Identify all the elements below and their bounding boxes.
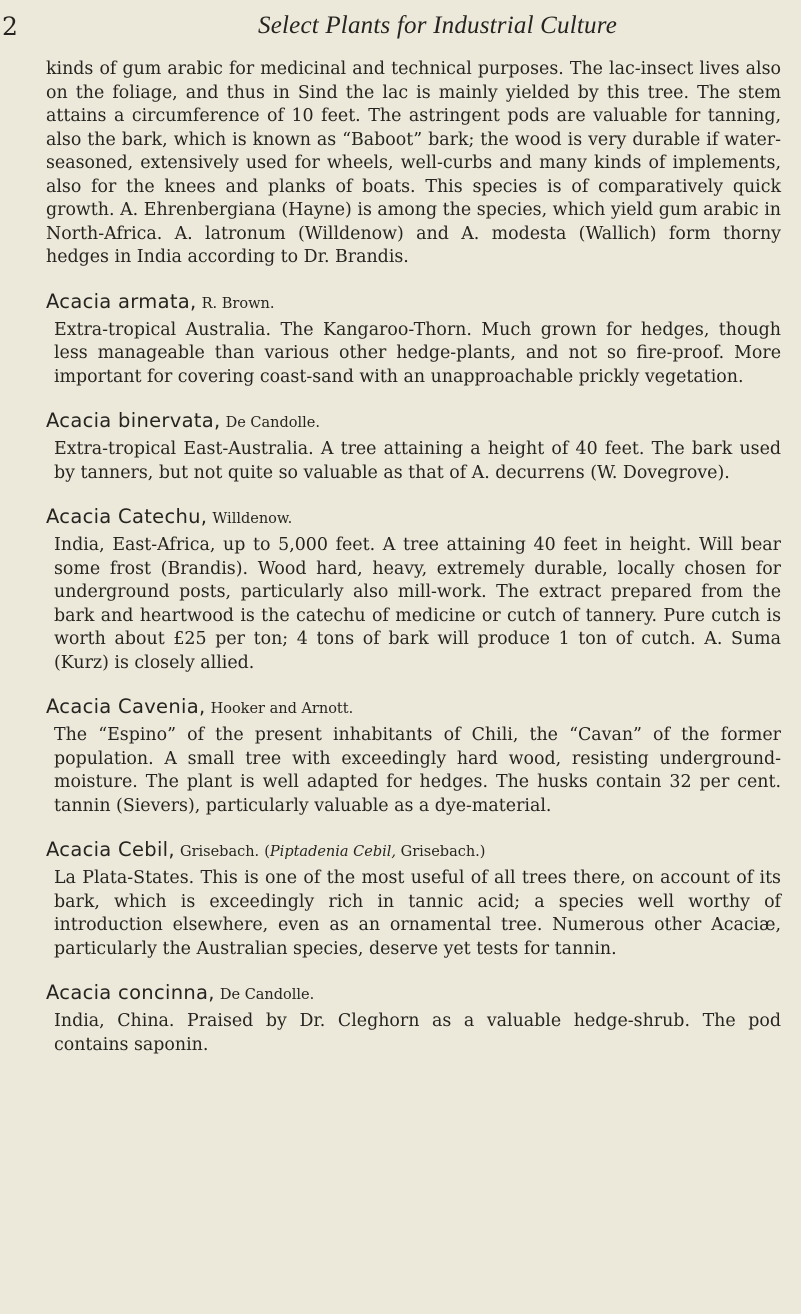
page-number: 2 <box>2 12 18 41</box>
entry-paragraph: La Plata-States. This is one of the most useful of all trees there, on account of its bark, which is exceedingly rich in tannic acid; a species well worthy of introduction elsewhere, even as an ornamental tree. Numerous other Acaciæ, particularly the Australian species, deserve yet tests for tannin. <box>54 868 781 959</box>
entry-heading <box>46 695 781 721</box>
entry-paragraph: Extra-tropical East-Australia. A tree attaining a height of 40 feet. The bark used by tanners, but not quite so valuable as that of A. decurrens (W. Dovegrove). <box>54 439 781 483</box>
entry-paragraph: Extra-tropical Australia. The Kangaroo-Thorn. Much grown for hedges, though less manageable than various other hedge-plants, and not so fire-proof. More important for covering coast-sand with an unapproachable prickly vegetation. <box>54 319 781 387</box>
synonym-name: Piptadenia Cebil, <box>269 844 397 860</box>
entry-heading <box>46 409 781 435</box>
species-authority: R. Brown. <box>201 295 275 312</box>
entry-acacia-armata <box>46 290 781 390</box>
entry-heading <box>46 838 781 864</box>
entry-heading <box>46 981 781 1007</box>
synonym-open-paren: ( <box>264 844 270 860</box>
intro-paragraph: kinds of gum arabic for medicinal and technical purposes. The lac-insect lives also on the foliage, and thus in Sind the lac is mainly yielded by this tree. The stem attains a circumference of 10 feet. The astringent pods are valuable for tanning, also the bark, which is known as “Baboot” bark; the wood is very durable if water-seasoned, extensively used for wheels, well-curbs and many kinds of implements, also for the knees and planks of boats. This species is of comparatively quick growth. A. Ehrenbergiana (Hayne) is among the species, which yield gum arabic in North-Africa. A. latronum (Willdenow) and A. modesta (Wallich) form thorny hedges in India according to Dr. Brandis. <box>46 59 781 267</box>
entry-description <box>54 867 781 961</box>
entry-acacia-cavenia <box>46 695 781 818</box>
entry-description <box>54 534 781 675</box>
page-body <box>46 58 781 1057</box>
entry-heading <box>46 290 781 316</box>
species-authority: Grisebach. <box>179 844 260 860</box>
species-name: Acacia armata, <box>46 289 197 313</box>
species-authority: De Candolle. <box>225 415 320 431</box>
species-authority: Hooker and Arnott. <box>210 701 354 717</box>
entry-description <box>54 1010 781 1057</box>
species-authority: Willdenow. <box>212 511 293 527</box>
entry-acacia-catechu <box>46 505 781 675</box>
species-name: Acacia concinna, <box>46 981 215 1004</box>
entry-description <box>54 319 781 390</box>
entry-acacia-binervata <box>46 409 781 485</box>
species-synonym <box>264 844 485 860</box>
running-title: Select Plants for Industrial Culture <box>258 12 618 39</box>
species-name: Acacia binervata, <box>46 409 221 432</box>
entry-description <box>54 438 781 485</box>
entry-acacia-concinna <box>46 981 781 1057</box>
species-name: Acacia Catechu, <box>46 505 208 528</box>
entry-heading <box>46 505 781 531</box>
synonym-authority: Grisebach.) <box>400 844 486 860</box>
entry-paragraph: The “Espino” of the present inhabitants of Chili, the “Cavan” of the former population. A small tree with exceedingly hard wood, resisting underground-moisture. The plant is well adapted for hedges. The husks contain 32 per cent. tannin (Sievers), particularly valuable as a dye-material. <box>54 725 781 816</box>
entry-paragraph: India, East-Africa, up to 5,000 feet. A tree attaining 40 feet in height. Will bear some frost (Brandis). Wood hard, heavy, extremely durable, locally chosen for underground posts, particularly also mill-work. The extract prepared from the bark and heartwood is the catechu of medicine or cutch of tannery. Pure cutch is worth about £25 per ton; 4 tons of bark will produce 1 ton of cutch. A. Suma (Kurz) is closely allied. <box>54 535 781 673</box>
species-name: Acacia Cavenia, <box>46 695 206 718</box>
entry-paragraph: India, China. Praised by Dr. Cleghorn as a valuable hedge-shrub. The pod contains saponin. <box>54 1011 781 1055</box>
entry-acacia-cebil <box>46 838 781 961</box>
entry-description <box>54 724 781 818</box>
species-name: Acacia Cebil, <box>46 838 175 861</box>
species-authority: De Candolle. <box>219 987 315 1003</box>
